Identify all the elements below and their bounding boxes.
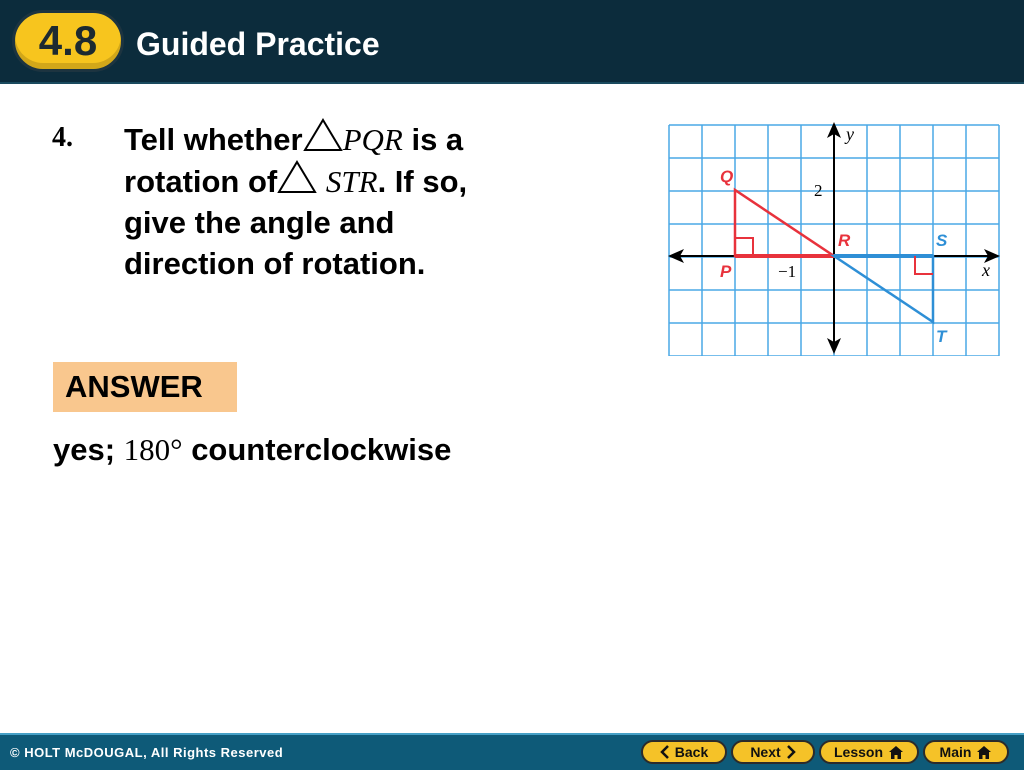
tick-label-x: −1 <box>778 262 797 281</box>
footer-bar <box>0 733 1024 770</box>
answer-text <box>53 432 451 468</box>
coordinate-graph <box>666 120 1002 356</box>
page-title: Guided Practice <box>136 26 380 62</box>
problem-line3: give the angle and <box>124 205 395 240</box>
right-angle-marker-s <box>915 256 933 274</box>
x-axis-label: x <box>982 260 990 280</box>
copyright-text: © HOLT McDOUGAL, All Rights Reserved <box>10 745 284 760</box>
answer-prefix: yes; <box>53 432 124 467</box>
point-label-t: T <box>936 327 947 346</box>
tick-label-y: 2 <box>814 181 823 200</box>
point-label-p: P <box>720 262 732 281</box>
lesson-button[interactable] <box>819 740 919 764</box>
triangle-pqr-name: PQR <box>342 122 403 157</box>
chevron-left-icon <box>660 745 670 759</box>
next-button[interactable] <box>731 740 815 764</box>
right-angle-marker-p <box>735 238 753 256</box>
problem-line4: direction of rotation. <box>124 246 426 281</box>
lesson-label: Lesson <box>833 744 883 760</box>
point-label-r: R <box>838 231 851 250</box>
answer-direction: counterclockwise <box>182 432 452 467</box>
triangle-str <box>834 256 933 322</box>
problem-line2-post: . If so, <box>377 164 468 199</box>
answer-label: ANSWER <box>53 362 237 412</box>
problem-line1-post: is a <box>402 122 464 157</box>
lesson-badge: 4.8 <box>12 10 124 72</box>
point-label-s: S <box>936 231 948 250</box>
answer-angle: 180° <box>123 432 183 467</box>
triangle-icon <box>277 160 317 194</box>
triangle-icon <box>303 118 343 152</box>
point-label-q: Q <box>720 167 734 186</box>
header-bar <box>0 0 1024 84</box>
triangle-str-name: STR <box>325 164 378 199</box>
main-label: Main <box>939 744 972 760</box>
chevron-right-icon <box>786 745 796 759</box>
back-label: Back <box>674 744 709 760</box>
problem-number: 4. <box>52 122 73 153</box>
problem-statement <box>124 118 544 284</box>
axes <box>668 122 1000 354</box>
problem-line1-pre: Tell whether <box>124 122 303 157</box>
next-label: Next <box>750 744 781 760</box>
home-icon <box>888 745 904 760</box>
y-axis-label: y <box>846 124 854 144</box>
back-button[interactable] <box>641 740 727 764</box>
main-button[interactable] <box>923 740 1009 764</box>
home-icon <box>976 745 992 760</box>
problem-line2-pre: rotation of <box>124 164 278 199</box>
